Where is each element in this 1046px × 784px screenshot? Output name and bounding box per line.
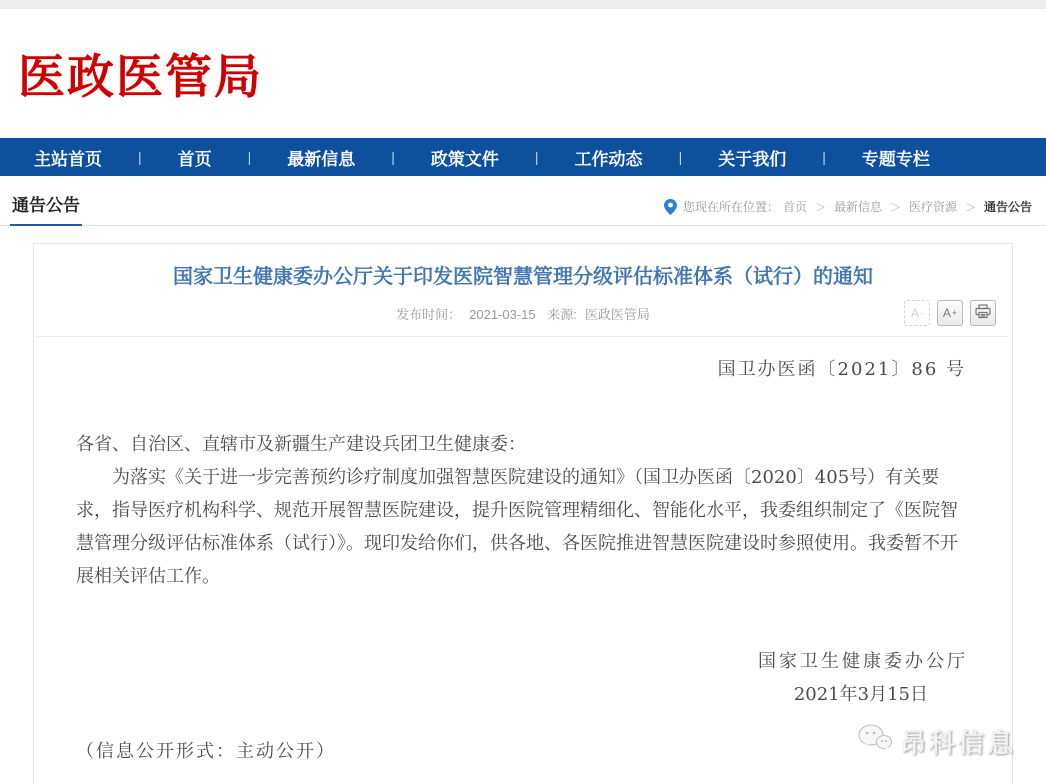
signature-org: 国家卫生健康委办公厅: [758, 651, 968, 672]
nav-separator: |: [247, 149, 252, 165]
nav-item-2[interactable]: 首页: [177, 149, 212, 169]
nav-item-1[interactable]: 主站首页: [34, 149, 102, 169]
main-nav: [0, 138, 1046, 176]
font-increase-button[interactable]: [937, 300, 963, 326]
disclosure-note: （信息公开形式：主动公开）: [76, 741, 336, 762]
font-increase-label: A: [942, 306, 951, 320]
signature-date: 2021年3月15日: [793, 684, 928, 705]
body-paragraph: 为落实《关于进一步完善预约诊疗制度加强智慧医院建设的通知》（国卫办医函〔2020〕405号）有关要求，指导医疗机构科学、规范开展智慧医院建设，提升医院管理精细化、智能化水平，我委组织制定了《医院智慧管理分级评估标准体系（试行）》。现印发给你们，供各地、各医院推进智慧医院建设时参照使用。我委暂不开展相关评估工作。: [76, 467, 958, 587]
salutation: 各省、自治区、直辖市及新疆生产建设兵团卫生健康委：: [76, 434, 526, 455]
source-label: 来源:: [547, 307, 577, 322]
nav-item-5[interactable]: 工作动态: [574, 149, 643, 169]
nav-separator: |: [678, 149, 683, 165]
breadcrumb-links: [779, 198, 1036, 215]
nav-item-3[interactable]: 最新信息: [287, 149, 356, 169]
article-meta: [34, 304, 1012, 323]
breadcrumb-link-4: 通告公告: [983, 200, 1032, 214]
breadcrumb-separator: ＞: [889, 202, 901, 214]
breadcrumb-label: 您现在所在位置：: [682, 200, 779, 214]
header-divider: [37, 336, 1009, 337]
print-button[interactable]: [970, 300, 996, 326]
watermark-text: 昂科信息: [899, 728, 1016, 758]
nav-separator: |: [138, 149, 142, 165]
document-number: 国卫办医函〔2021〕86 号: [717, 359, 966, 380]
nav-item-6[interactable]: 关于我们: [718, 149, 787, 169]
nav-separator: |: [391, 149, 395, 165]
document-body: [34, 353, 1012, 768]
printer-icon: [975, 304, 991, 322]
article-title: 国家卫生健康委办公厅关于印发医院智慧管理分级评估标准体系（试行）的通知: [173, 266, 873, 288]
breadcrumb-separator: ＞: [964, 202, 976, 214]
font-increase-sign: +: [951, 308, 958, 318]
font-decrease-label: A: [910, 306, 919, 320]
nav-item-4[interactable]: 政策文件: [430, 149, 499, 169]
article-tools: [904, 300, 996, 326]
nav-separator: |: [534, 149, 539, 165]
font-decrease-button[interactable]: [904, 300, 930, 326]
signature-block: [76, 645, 970, 711]
nav-separator: |: [822, 149, 826, 165]
nav-item-7[interactable]: 专题专栏: [861, 149, 930, 169]
breadcrumb-link-3[interactable]: 医疗资源: [908, 200, 957, 214]
section-title: 通告公告: [10, 191, 82, 226]
font-decrease-sign: -: [920, 308, 923, 318]
article-card: [33, 243, 1013, 784]
sub-header: [0, 176, 1046, 226]
top-strip: [0, 0, 1046, 9]
breadcrumb-link-1[interactable]: 首页: [782, 200, 807, 214]
publish-date: 2021-03-15: [469, 307, 536, 322]
breadcrumb-link-2[interactable]: 最新信息: [833, 200, 882, 214]
breadcrumb: [664, 198, 1036, 225]
site-header: [0, 9, 1046, 138]
breadcrumb-separator: ＞: [814, 202, 826, 214]
location-pin-icon: [664, 199, 677, 215]
source-value: 医政医管局: [584, 307, 650, 322]
site-logo: 医政医管局: [18, 50, 263, 103]
publish-label: 发布时间：: [396, 307, 462, 322]
